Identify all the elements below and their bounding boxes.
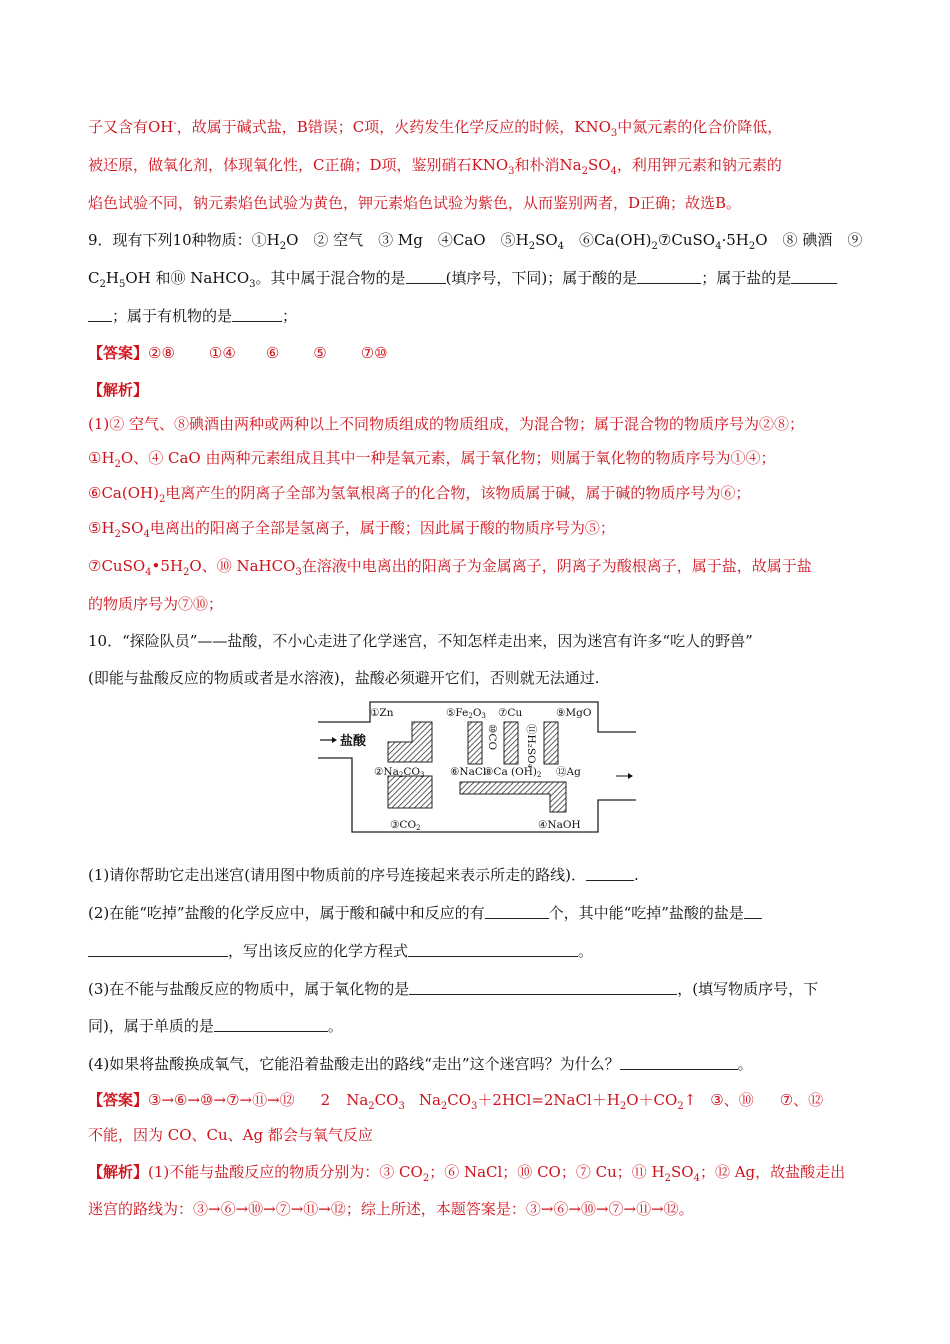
q9-analysis-5: $⑦CuSO_4•5H_2O$、⑩ NaHCO$_3$在溶液中电离出的阳离子为金属离子，阴离子为酸根离子，属于盐，故属于盐 xyxy=(88,557,812,578)
blank-equation[interactable] xyxy=(408,942,578,957)
q10-part-4: (4)如果将盐酸换成氧气，它能沿着盐酸走出的路线“走出”这个迷宫吗？为什么？ 。 xyxy=(88,1055,753,1073)
blank-salt-name-cont[interactable] xyxy=(88,942,228,957)
maze-entry-label: 盐酸 xyxy=(340,734,367,749)
maze-nacl: ⑥NaCl xyxy=(450,766,487,778)
blank-neutralization-count[interactable] xyxy=(485,904,549,919)
q10-line-1: 10．“探险队员”——盐酸，不小心走进了化学迷宫，不知怎样走出来，因为迷宫有许多“吃人的野兽” xyxy=(88,632,753,650)
blank-salt[interactable] xyxy=(791,269,837,284)
blank-oxide[interactable] xyxy=(409,980,677,995)
maze-co: ⑩CO xyxy=(486,724,498,751)
prev-explanation-line-2: 被还原，做氧化剂，体现氧化性，C正确；D项，鉴别硝石$KNO_3$和朴消$Na_2SO_4$，利用钾元素和钠元素的 xyxy=(88,156,782,177)
q9-analysis-6: 的物质序号为⑦⑩； xyxy=(88,595,224,613)
blank-oxygen-reason[interactable] xyxy=(620,1055,738,1070)
blank-organic[interactable] xyxy=(232,307,282,322)
maze-co2: ③CO2 xyxy=(390,819,421,832)
q10-answer-line-1: 【答案】③→⑥→⑩→⑦→⑪→⑫ 2 $Na_2CO_3$ $Na_2CO_3+2HCl=2NaCl+H_2O+CO_2↑$ ③、⑩ ⑦、⑫ xyxy=(88,1091,824,1112)
blank-route[interactable] xyxy=(586,866,634,881)
q9-analysis-3: $⑥Ca(OH)_2$电离产生的阴离子全部为氢氧根离子的化合物，该物质属于碱，属于碱的物质序号为⑥； xyxy=(88,484,751,505)
prev-explanation-line-3: 焰色试验不同，钠元素焰色试验为黄色，钾元素焰色试验为紫色，从而鉴别两者，D正确；故选B。 xyxy=(88,194,742,212)
prev-explanation-line-1: 子又含有OH-，故属于碱式盐，B错误；C项，火药发生化学反应的时候，$KNO_3$中氮元素的化合价降低， xyxy=(88,118,783,139)
q9-answer: 【答案】②⑧ ①④ ⑥ ⑤ ⑦⑩ xyxy=(88,344,388,362)
blank-salt-cont[interactable] xyxy=(88,307,112,322)
q9-analysis-label: 【解析】 xyxy=(88,381,149,399)
q9-analysis-1: (1)② 空气、⑧碘酒由两种或两种以上不同物质组成的物质组成，为混合物；属于混合物的物质序号为②⑧； xyxy=(88,415,805,433)
q10-analysis-line-1: 【解析】(1)不能与盐酸反应的物质分别为：③ $CO_2$；⑥ NaCl；⑩ CO；⑦ Cu；⑪ $H_2SO_4$；⑫ Ag，故盐酸走出 xyxy=(88,1163,846,1184)
q10-answer-line-2: 不能，因为 CO、Cu、Ag 都会与氧气反应 xyxy=(88,1126,373,1144)
q10-line-2: (即能与盐酸反应的物质或者是水溶液)，盐酸必须避开它们，否则就无法通过. xyxy=(88,669,600,687)
maze-mgo: ⑨MgO xyxy=(556,707,592,719)
maze-fe2o3: ⑤Fe2O3 xyxy=(446,707,486,720)
q10-analysis-line-2: 迷宫的路线为：③→⑥→⑩→⑦→⑪→⑫；综上所述，本题答案是：③→⑥→⑩→⑦→⑪→⑫。 xyxy=(88,1200,694,1218)
maze-ag: ⑫Ag xyxy=(556,766,581,778)
blank-element[interactable] xyxy=(214,1017,328,1032)
q9-line-1: 9．现有下列10种物质：$①H_2O$ ② 空气 ③ Mg ④CaO $⑤H_2SO_4$ $⑥Ca(OH)_2⑦CuSO_4\cdot 5H_2O$ ⑧ 碘酒 ⑨ xyxy=(88,231,863,252)
blank-acid[interactable] xyxy=(637,269,701,284)
maze-caoh2: ⑧Ca (OH)2 xyxy=(484,766,542,779)
maze-cu: ⑦Cu xyxy=(498,707,523,719)
q10-part-2-line-1: (2)在能“吃掉”盐酸的化学反应中，属于酸和碱中和反应的有 个，其中能“吃掉”盐酸的盐是 xyxy=(88,902,862,924)
q10-part-3-line-2: 同)，属于单质的是 。 xyxy=(88,1017,343,1035)
blank-salt-name[interactable] xyxy=(744,904,762,919)
q10-part-3-line-1: (3)在不能与盐酸反应的物质中，属于氧化物的是 ，(填写物质序号，下 xyxy=(88,980,819,998)
q9-line-2: $C_2H_5OH$ 和⑩ NaHCO$_3$。其中属于混合物的是 (填序号，下同)；属于酸的是 ；属于盐的是 xyxy=(88,267,862,289)
maze-diagram xyxy=(318,700,636,836)
maze-na2co3: ②Na2CO3 xyxy=(374,766,425,779)
q9-analysis-4: $⑤H_2SO_4$电离出的阳离子全部是氢离子，属于酸；因此属于酸的物质序号为⑤； xyxy=(88,519,615,540)
q9-line-3: ；属于有机物的是 ； xyxy=(88,305,862,327)
blank-mixture[interactable] xyxy=(406,269,446,284)
q9-analysis-2: $①H_2O$、④ CaO 由两种元素组成且其中一种是氧元素，属于氧化物；则属于氧化物的物质序号为①④； xyxy=(88,449,776,470)
q10-part-1: (1)请你帮助它走出迷宫(请用图中物质前的序号连接起来表示所走的路线)． . xyxy=(88,866,639,884)
maze-h2so4: ⑪H₂SO₄ xyxy=(525,724,537,768)
maze-zn: ①Zn xyxy=(370,707,394,719)
maze-naoh: ④NaOH xyxy=(538,819,581,831)
q10-part-2-line-2: ，写出该反应的化学方程式 。 xyxy=(88,940,862,962)
